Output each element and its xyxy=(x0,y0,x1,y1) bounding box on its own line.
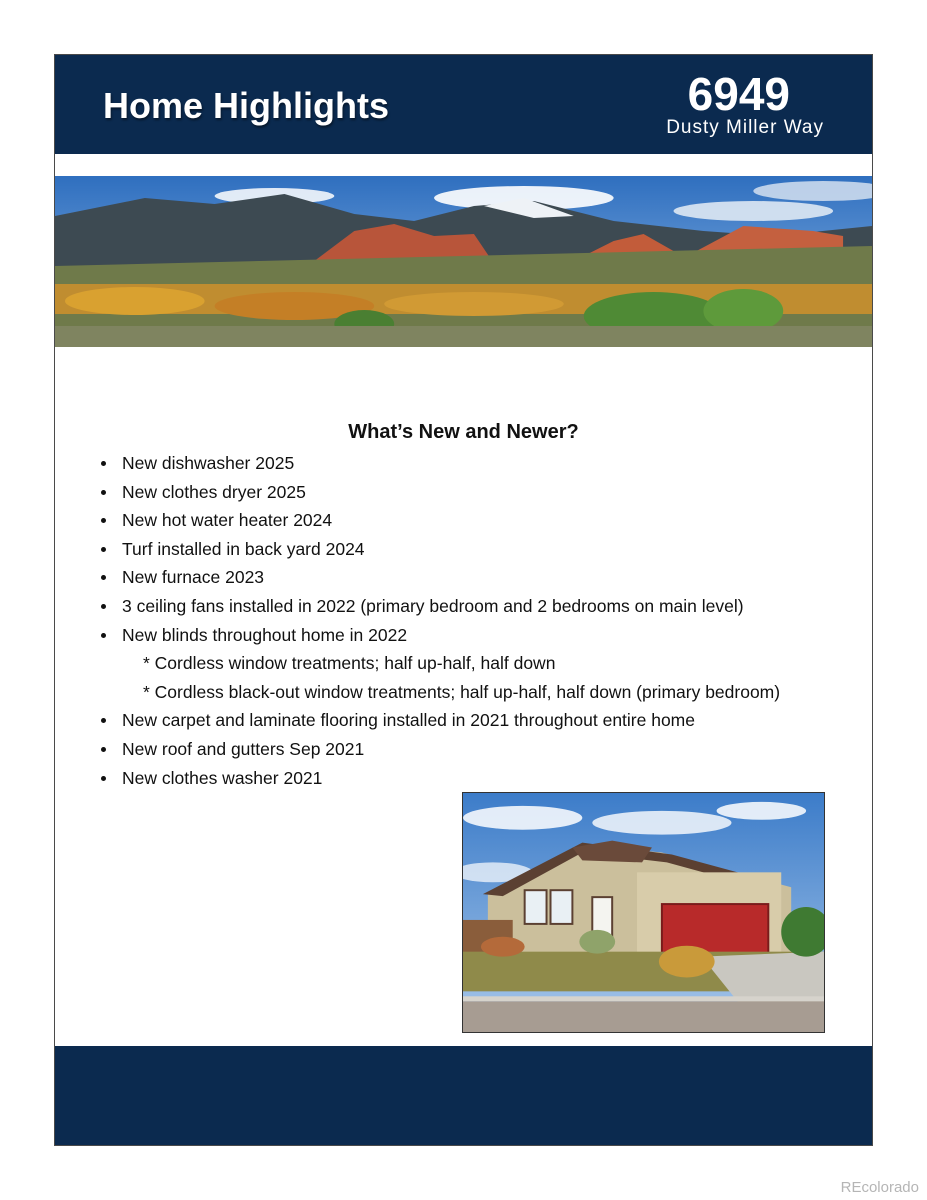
house-photo xyxy=(462,792,825,1033)
list-subitem: * Cordless black-out window treatments; half up-half, half down (primary bedroom) xyxy=(143,681,781,702)
section-heading: What’s New and Newer? xyxy=(348,421,579,443)
highlights-list xyxy=(100,449,840,792)
footer-bar xyxy=(55,1046,872,1145)
watermark: REcolorado xyxy=(840,1179,919,1196)
header-bar xyxy=(55,55,872,154)
flyer-page xyxy=(54,54,873,1146)
list-item: New clothes dryer 2025 xyxy=(100,478,840,507)
address-street: Dusty Miller Way xyxy=(666,117,824,138)
list-item: New blinds throughout home in 2022 xyxy=(100,621,840,650)
mountain-banner-image xyxy=(55,176,872,347)
list-item: 3 ceiling fans installed in 2022 (primary bedroom and 2 bedrooms on main level) xyxy=(100,592,840,621)
address-number: 6949 xyxy=(687,68,790,120)
list-item: Turf installed in back yard 2024 xyxy=(100,535,840,564)
list-item: New carpet and laminate flooring installed in 2021 throughout entire home xyxy=(100,706,840,735)
page-title: Home Highlights xyxy=(103,85,389,126)
list-item: New clothes washer 2021 xyxy=(100,764,840,793)
list-item: New dishwasher 2025 xyxy=(100,449,840,478)
list-item: New roof and gutters Sep 2021 xyxy=(100,735,840,764)
list-item: New hot water heater 2024 xyxy=(100,506,840,535)
list-item: New furnace 2023 xyxy=(100,563,840,592)
list-subitem: * Cordless window treatments; half up-half, half down xyxy=(143,653,556,674)
